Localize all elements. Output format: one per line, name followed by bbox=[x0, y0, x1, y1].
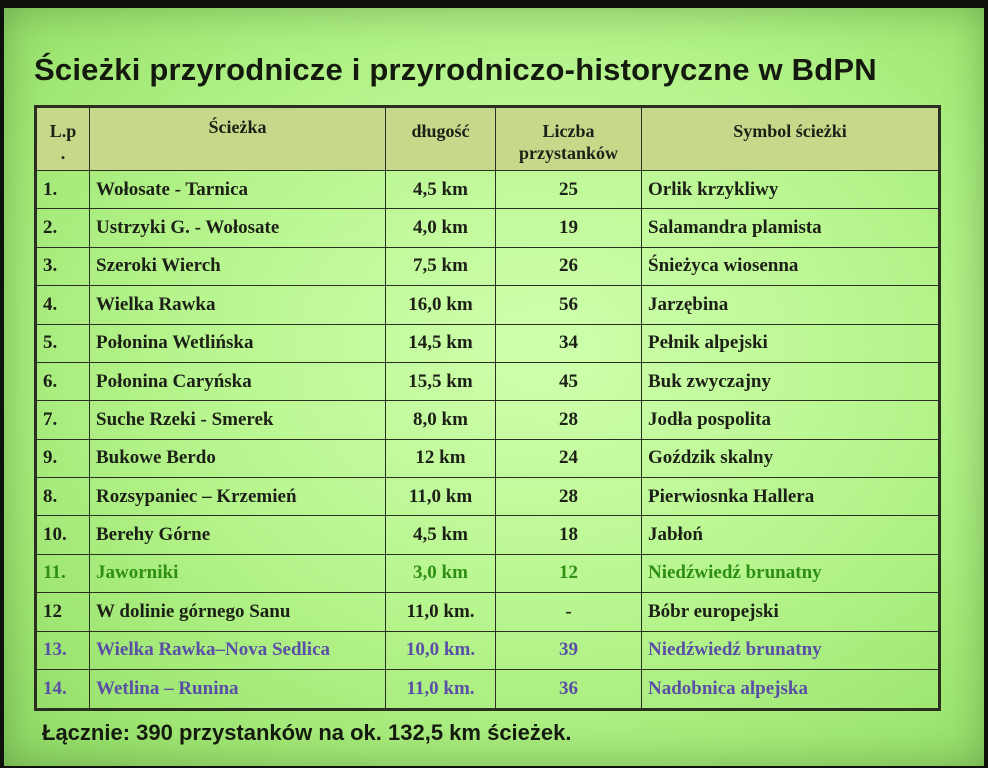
row-length: 11,0 km. bbox=[386, 593, 496, 631]
row-symbol: Bóbr europejski bbox=[642, 593, 940, 631]
table-row bbox=[36, 593, 940, 631]
row-symbol: Jarzębina bbox=[642, 286, 940, 324]
row-trail-name: Rozsypaniec – Krzemień bbox=[90, 478, 386, 516]
header-trail bbox=[90, 107, 386, 171]
row-length: 11,0 km bbox=[386, 478, 496, 516]
header-number-label: L.p . bbox=[49, 121, 77, 163]
row-trail-name: Bukowe Berdo bbox=[90, 439, 386, 477]
row-trail-name: Połonina Caryńska bbox=[90, 362, 386, 400]
row-length: 15,5 km bbox=[386, 362, 496, 400]
row-trail-name: Berehy Górne bbox=[90, 516, 386, 554]
row-symbol: Jabłoń bbox=[642, 516, 940, 554]
row-number: 2. bbox=[36, 209, 90, 247]
table-row bbox=[36, 401, 940, 439]
row-number: 6. bbox=[36, 362, 90, 400]
summary-text: Łącznie: 390 przystanków na ok. 132,5 km ścieżek. bbox=[42, 720, 572, 745]
row-stops: 56 bbox=[496, 286, 642, 324]
row-stops: 28 bbox=[496, 401, 642, 439]
row-trail-name: Jaworniki bbox=[90, 554, 386, 592]
row-symbol: Pełnik alpejski bbox=[642, 324, 940, 362]
slide bbox=[4, 8, 984, 766]
row-stops: 36 bbox=[496, 669, 642, 709]
table-row bbox=[36, 286, 940, 324]
table-row bbox=[36, 478, 940, 516]
header-number bbox=[36, 107, 90, 171]
row-length: 4,5 km bbox=[386, 171, 496, 209]
header-length bbox=[386, 107, 496, 171]
row-trail-name: Wetlina – Runina bbox=[90, 669, 386, 709]
row-stops: 24 bbox=[496, 439, 642, 477]
row-length: 12 km bbox=[386, 439, 496, 477]
row-trail-name: Wielka Rawka bbox=[90, 286, 386, 324]
row-length: 16,0 km bbox=[386, 286, 496, 324]
row-stops: 34 bbox=[496, 324, 642, 362]
row-stops: - bbox=[496, 593, 642, 631]
row-number: 11. bbox=[36, 554, 90, 592]
row-stops: 19 bbox=[496, 209, 642, 247]
row-symbol: Niedźwiedź brunatny bbox=[642, 631, 940, 669]
header-symbol-label: Symbol ścieżki bbox=[733, 121, 847, 141]
header-length-label: długość bbox=[411, 121, 470, 141]
row-number: 4. bbox=[36, 286, 90, 324]
row-number: 1. bbox=[36, 171, 90, 209]
row-number: 10. bbox=[36, 516, 90, 554]
row-symbol: Buk zwyczajny bbox=[642, 362, 940, 400]
table-row bbox=[36, 631, 940, 669]
row-number: 3. bbox=[36, 247, 90, 285]
row-length: 4,0 km bbox=[386, 209, 496, 247]
table-row bbox=[36, 362, 940, 400]
row-length: 7,5 km bbox=[386, 247, 496, 285]
row-length: 14,5 km bbox=[386, 324, 496, 362]
table-row bbox=[36, 669, 940, 709]
row-symbol: Śnieżyca wiosenna bbox=[642, 247, 940, 285]
row-symbol: Salamandra plamista bbox=[642, 209, 940, 247]
header-stops bbox=[496, 107, 642, 171]
row-length: 8,0 km bbox=[386, 401, 496, 439]
header-symbol bbox=[642, 107, 940, 171]
row-trail-name: Suche Rzeki - Smerek bbox=[90, 401, 386, 439]
row-number: 12 bbox=[36, 593, 90, 631]
row-trail-name: W dolinie górnego Sanu bbox=[90, 593, 386, 631]
row-number: 14. bbox=[36, 669, 90, 709]
table-header-row bbox=[36, 107, 940, 171]
row-length: 10,0 km. bbox=[386, 631, 496, 669]
row-number: 7. bbox=[36, 401, 90, 439]
row-symbol: Jodła pospolita bbox=[642, 401, 940, 439]
row-length: 3,0 km bbox=[386, 554, 496, 592]
table-row bbox=[36, 516, 940, 554]
table-body bbox=[36, 171, 940, 710]
row-trail-name: Wielka Rawka–Nova Sedlica bbox=[90, 631, 386, 669]
row-stops: 26 bbox=[496, 247, 642, 285]
row-number: 13. bbox=[36, 631, 90, 669]
table-row bbox=[36, 247, 940, 285]
row-number: 9. bbox=[36, 439, 90, 477]
row-stops: 28 bbox=[496, 478, 642, 516]
row-stops: 39 bbox=[496, 631, 642, 669]
row-trail-name: Szeroki Wierch bbox=[90, 247, 386, 285]
row-length: 11,0 km. bbox=[386, 669, 496, 709]
row-trail-name: Połonina Wetlińska bbox=[90, 324, 386, 362]
row-number: 8. bbox=[36, 478, 90, 516]
row-stops: 45 bbox=[496, 362, 642, 400]
table-row bbox=[36, 554, 940, 592]
row-trail-name: Ustrzyki G. - Wołosate bbox=[90, 209, 386, 247]
header-trail-label: Ścieżka bbox=[208, 117, 267, 137]
trails-table bbox=[34, 105, 941, 711]
row-stops: 18 bbox=[496, 516, 642, 554]
header-stops-label: Liczba przystanków bbox=[518, 121, 618, 163]
row-stops: 12 bbox=[496, 554, 642, 592]
row-number: 5. bbox=[36, 324, 90, 362]
row-symbol: Niedźwiedź brunatny bbox=[642, 554, 940, 592]
row-length: 4,5 km bbox=[386, 516, 496, 554]
row-symbol: Pierwiosnka Hallera bbox=[642, 478, 940, 516]
row-symbol: Goździk skalny bbox=[642, 439, 940, 477]
row-symbol: Nadobnica alpejska bbox=[642, 669, 940, 709]
table-row bbox=[36, 324, 940, 362]
row-stops: 25 bbox=[496, 171, 642, 209]
slide-title: Ścieżki przyrodnicze i przyrodniczo-historyczne w BdPN bbox=[34, 52, 877, 87]
table-row bbox=[36, 171, 940, 209]
table-row bbox=[36, 209, 940, 247]
row-symbol: Orlik krzykliwy bbox=[642, 171, 940, 209]
table-row bbox=[36, 439, 940, 477]
row-trail-name: Wołosate - Tarnica bbox=[90, 171, 386, 209]
